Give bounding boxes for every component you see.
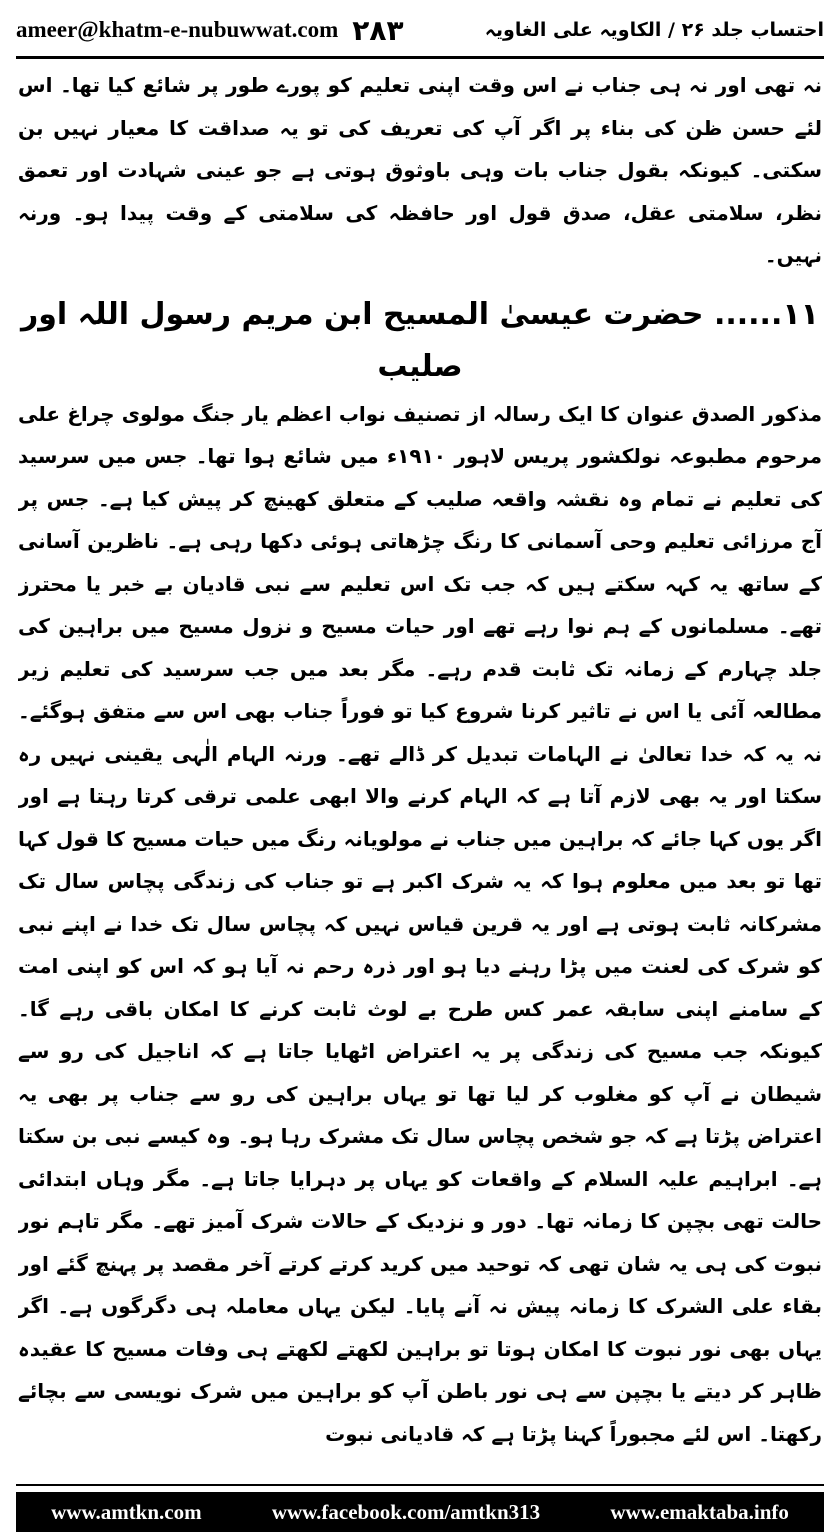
page-content [18, 64, 822, 1468]
footer-link-facebook[interactable]: www.facebook.com/amtkn313 [271, 1499, 541, 1524]
page-header [16, 8, 824, 52]
book-title: احتساب جلد ۲۶ / الکاویہ علی الغاویہ [484, 19, 824, 41]
header-rule [16, 56, 824, 59]
header-email[interactable]: ameer@khatm-e-nubuwwat.com [16, 17, 339, 42]
intro-paragraph: نہ تھی اور نہ ہی جناب نے اس وقت اپنی تعلیم کو پورے طور پر شائع کیا تھا۔ اس لئے حسن ظن کی بناء پر اگر آپ کی تعریف کی تو یہ صداقت کا معیار نہیں بن سکتی۔ کیونکہ بقول جناب بات وہی باوثوق ہوتی ہے جو عینی شہادت اور تعمق نظر، سلامتی عقل، صدق قول اور حافظہ کی سلامتی کے وقت پیدا ہو۔ ورنہ نہیں۔ [18, 73, 822, 267]
footer-link-amtkn[interactable]: www.amtkn.com [51, 1499, 202, 1524]
footer-rule [16, 1484, 824, 1486]
header-left [16, 14, 404, 47]
footer-link-emaktaba[interactable]: www.emaktaba.info [610, 1499, 789, 1524]
page-number: ۲۸۳ [352, 13, 404, 47]
section-heading: ۱۱...... حضرت عیسیٰ المسیح ابن مریم رسول اللہ اور صلیب [21, 296, 819, 384]
body-paragraph: مذکور الصدق عنوان کا ایک رسالہ از تصنیف نواب اعظم یار جنگ مولوی چراغ علی مرحوم مطبوعہ نولکشور پریس لاہور ۱۹۱۰ء میں شائع ہوا تھا۔ جس میں سرسید کی تعلیم نے تمام وہ نقشہ واقعہ صلیب کے متعلق کھینچ کر پیش کیا ہے۔ جس پر آج مرزائی تعلیم وحی آسمانی کا رنگ چڑھاتی ہوئی دکھا رہی ہے۔ ناظرین آسانی کے ساتھ یہ کہہ سکتے ہیں کہ جب تک اس تعلیم سے نبی قادیان بے خبر یا محترز تھے۔ مسلمانوں کے ہم نوا رہے تھے اور حیات مسیح و نزول مسیح میں براہین کی جلد چہارم کے زمانہ تک ثابت قدم رہے۔ مگر بعد میں جب سرسید کی تعلیم زیر مطالعہ آئی یا اس نے تاثیر کرنا شروع کیا تو فوراً جناب بھی اس سے متفق ہوگئے۔ نہ یہ کہ خدا تعالیٰ نے الہامات تبدیل کر ڈالے تھے۔ ورنہ الہام الٰہی یقینی نہیں رہ سکتا اور یہ بھی لازم آتا ہے کہ الہام کرنے والا ابھی علمی ترقی کرتا رہتا ہے اور اگر یوں کہا جائے کہ براہین میں جناب نے مولویانہ رنگ میں حیات مسیح کا قول کہا تھا تو بعد میں معلوم ہوا کہ یہ شرک اکبر ہے تو جناب کی زندگی پچاس سال تک مشرکانہ ثابت ہوتی ہے اور یہ قرین قیاس نہیں کہ پچاس سال تک خدا نے اپنے نبی کو شرک کی لعنت میں پڑا رہنے دیا ہو اور ذرہ رحم نہ آیا ہو کہ اس کو اپنی امت کے سامنے اپنی سابقہ عمر کس طرح بے لوث ثابت کرنے کا امکان باقی رہے گا۔ کیونکہ جب مسیح کی زندگی پر یہ اعتراض اٹھایا جاتا ہے کہ اناجیل کی رو سے شیطان نے آپ کو مغلوب کر لیا تھا تو یہاں براہین کی رو سے جناب پر بھی یہ اعتراض پڑتا ہے کہ جو شخص پچاس سال تک مشرک رہا ہو۔ وہ کیسے نبی بن سکتا ہے۔ ابراہیم علیہ السلام کے واقعات کو یہاں پر دہرایا جاتا ہے۔ مگر وہاں ابتدائی حالت تھی بچپن کا زمانہ تھا۔ دور و نزدیک کے حالات شرک آمیز تھے۔ مگر تاہم نور نبوت کی ہی یہ شان تھی کہ توحید میں کرید کرتے کرتے آخر مقصد پر پہنچ گئے اور بقاء علی الشرک کا زمانہ پیش نہ آنے پایا۔ لیکن یہاں معاملہ ہی دگرگوں ہے۔ اگر یہاں بھی نور نبوت کا امکان ہوتا تو براہین لکھتے لکھتے ہی وفات مسیح کا عقیدہ ظاہر کر دیتے یا بچپن سے ہی نور باطن آپ کو براہین میں شرک نویسی سے بچائے رکھتا۔ اس لئے مجبوراً کہنا پڑتا ہے کہ قادیانی نبوت [18, 401, 822, 1446]
footer-bar [16, 1492, 824, 1532]
